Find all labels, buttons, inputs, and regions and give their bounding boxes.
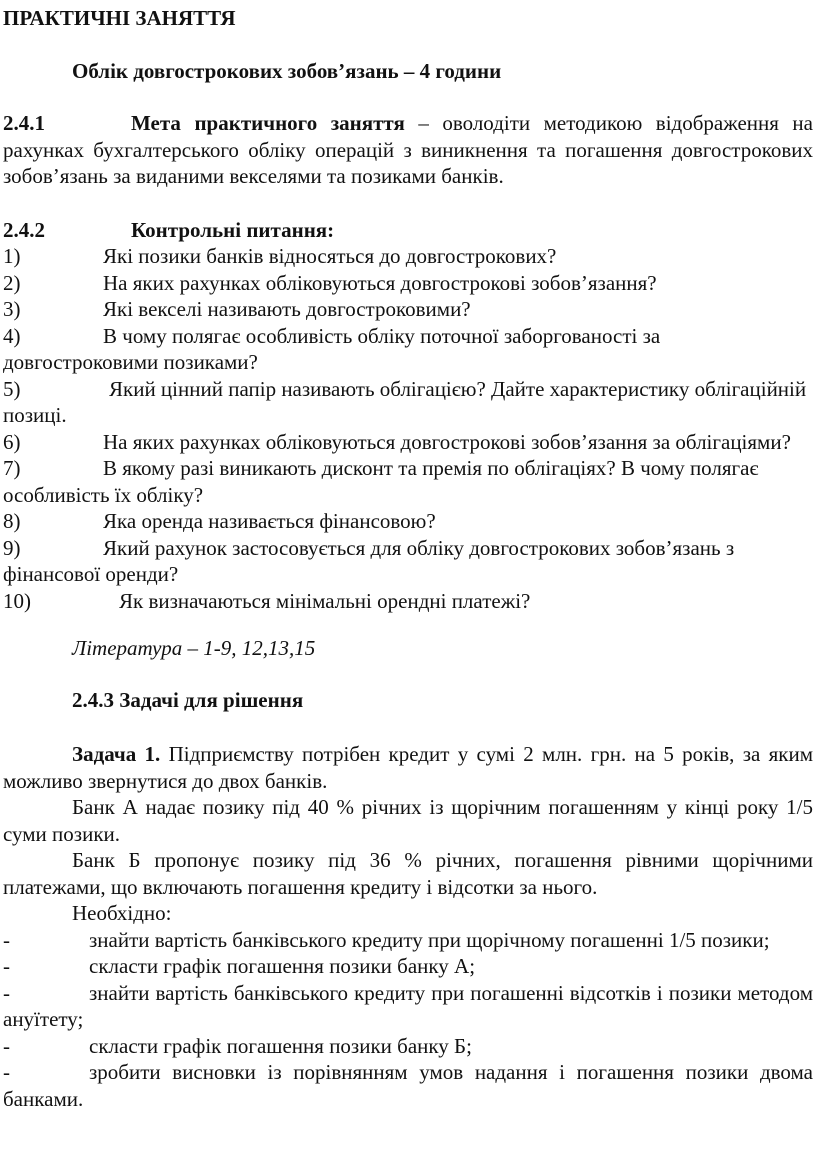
question-number: 7) <box>3 456 21 480</box>
goal-text: – оволодіти методикою відображення на рахунках бухгалтерського обліку операцій з виникнення та погашення довгострокових зобов’язань за виданими векселями та позиками банків. <box>3 111 813 188</box>
tasks-heading: 2.4.3 Задачі для рішення <box>72 687 304 712</box>
question-text: Як визначаються мінімальні орендні платежі? <box>119 588 531 613</box>
goal-paragraph <box>3 110 813 190</box>
page-title: ПРАКТИЧНІ ЗАНЯТТЯ <box>3 6 236 30</box>
step-text: скласти графік погашення позики банку Б; <box>89 1033 472 1058</box>
question-number: 5) <box>3 376 21 401</box>
question-text: На яких рахунках обліковуються довгострокові зобов’язання за облігаціями? <box>103 429 791 454</box>
questions-heading <box>3 217 813 244</box>
step-text: скласти графік погашення позики банку А; <box>89 954 476 978</box>
question-number: 3) <box>3 297 21 321</box>
questions-number: 2.4.2 <box>3 217 45 242</box>
question-number: 6) <box>3 429 21 454</box>
question-text: В чому полягає особливість обліку поточної заборгованості за довгостроковими позиками? <box>3 323 661 374</box>
task-1-step <box>3 927 813 954</box>
question-item <box>3 243 813 270</box>
goal-label: Мета практичного заняття <box>131 111 405 135</box>
question-number: 2) <box>3 270 21 295</box>
goal-number: 2.4.1 <box>3 111 45 135</box>
question-number: 1) <box>3 244 21 268</box>
question-item <box>3 376 813 429</box>
question-text: В якому разі виникають дисконт та премія по облігаціях? В чому полягає особливість їх обліку? <box>3 456 759 507</box>
task-1-label: Задача 1. <box>72 742 161 766</box>
question-item <box>3 296 813 323</box>
step-text: зробити висновки із порівнянням умов надання і погашення позики двома банками. <box>3 1060 813 1111</box>
task-1-bank-a: Банк А надає позику під 40 % річних із щорічним погашенням у кінці року 1/5 суми позики. <box>3 795 813 846</box>
task-1-step <box>3 1059 813 1112</box>
step-text: знайти вартість банківського кредиту при щорічному погашенні 1/5 позики; <box>89 927 770 952</box>
question-item <box>3 588 813 615</box>
dash-marker: - <box>3 954 10 978</box>
question-text: Який рахунок застосовується для обліку довгострокових зобов’язань з фінансової оренди? <box>3 535 735 586</box>
question-item <box>3 455 813 508</box>
page-subtitle: Облік довгострокових зобов’язань – 4 години <box>72 58 502 83</box>
dash-marker: - <box>3 980 10 1005</box>
question-number: 8) <box>3 509 21 533</box>
question-text: Яка оренда називається фінансовою? <box>103 509 436 533</box>
question-text: Які векселі називають довгостроковими? <box>103 297 471 321</box>
task-1-required: Необхідно: <box>72 901 172 925</box>
document-page <box>3 0 813 1112</box>
question-number: 9) <box>3 535 21 560</box>
question-text: Які позики банків відносяться до довгострокових? <box>103 244 557 268</box>
question-item <box>3 323 813 376</box>
dash-marker: - <box>3 1033 10 1058</box>
question-number: 4) <box>3 323 21 348</box>
task-1-intro <box>3 741 813 794</box>
task-1-text: Підприємству потрібен кредит у сумі 2 млн. грн. на 5 років, за яким можливо звернутися до двох банків. <box>3 742 814 793</box>
question-number: 10) <box>3 588 31 613</box>
task-1-bank-b: Банк Б пропонує позику під 36 % річних, погашення рівними щорічними платежами, що включають погашення кредиту і відсотки за нього. <box>3 848 813 899</box>
task-1-step <box>3 953 813 980</box>
question-item <box>3 270 813 297</box>
questions-label: Контрольні питання: <box>131 217 335 242</box>
question-text: Який цінний папір називають облігацією? Дайте характеристику облігаційній позиці. <box>3 376 807 427</box>
step-text: знайти вартість банківського кредиту при погашенні відсотків і позики методом ануїтету; <box>3 980 813 1031</box>
dash-marker: - <box>3 1060 10 1084</box>
question-item <box>3 535 813 588</box>
dash-marker: - <box>3 927 10 952</box>
literature-reference: Література – 1-9, 12,13,15 <box>72 636 316 660</box>
question-item <box>3 429 813 456</box>
question-item <box>3 508 813 535</box>
task-1-step <box>3 980 813 1033</box>
task-1-step <box>3 1033 813 1060</box>
question-text: На яких рахунках обліковуються довгострокові зобов’язання? <box>103 270 657 295</box>
